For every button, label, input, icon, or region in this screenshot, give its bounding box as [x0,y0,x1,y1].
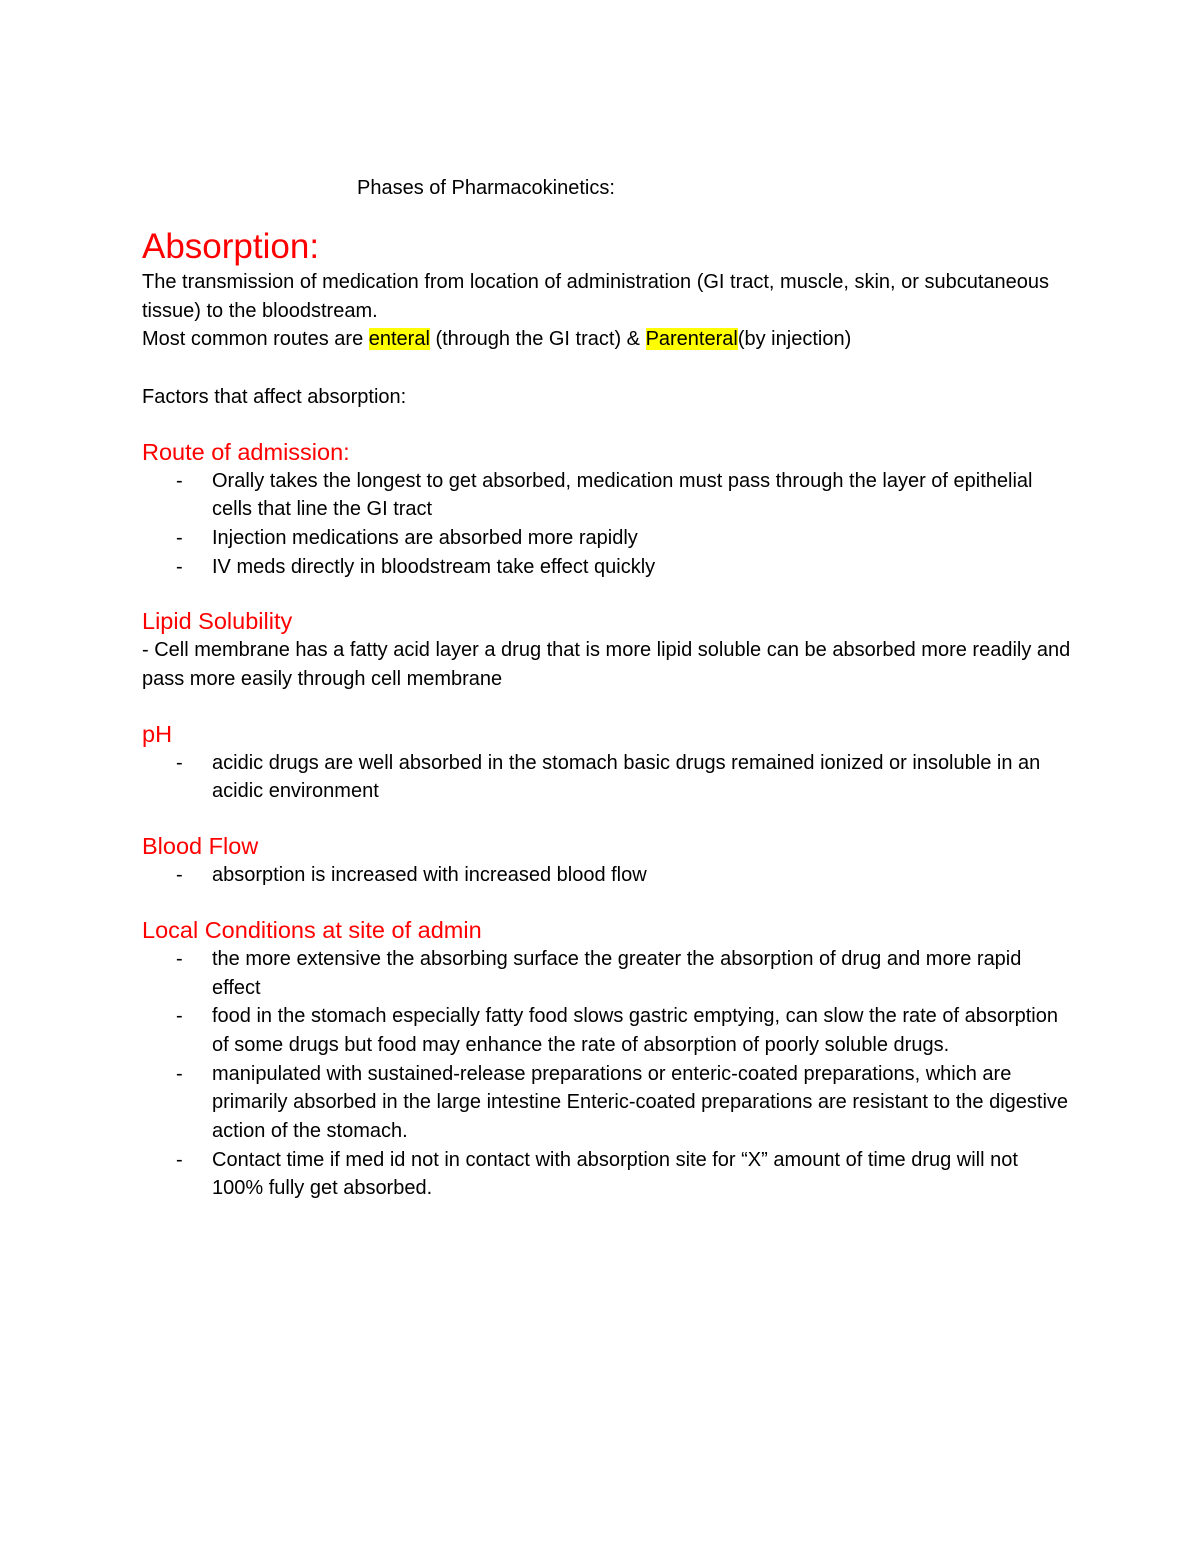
routes-prefix: Most common routes are [142,328,369,351]
blank-line [142,806,1072,831]
routes-paragraph [142,325,1072,354]
routes-middle: (through the GI tract) & [429,328,646,351]
local-conditions-heading: Local Conditions at site of admin [142,916,482,943]
list-item: - manipulated with sustained-release preparations or enteric-coated preparations, which are primarily absorbed in the large intestine Enteric-coated preparations are resistant to the digestive action of the stomach. [142,1060,1072,1146]
ph-list [142,749,1072,806]
list-item: - food in the stomach especially fatty food slows gastric emptying, can slow the rate of absorption of some drugs but food may enhance the rate of absorption of poorly soluble drugs. [142,1002,1072,1059]
blank-line [142,581,1072,606]
ph-heading: pH [142,720,173,747]
list-item: - the more extensive the absorbing surface the greater the absorption of drug and more rapid effect [142,945,1072,1002]
route-list [142,467,1072,582]
list-item: - absorption is increased with increased blood flow [142,861,1072,890]
absorption-heading: Absorption: [142,227,320,266]
route-heading: Route of admission: [142,438,350,465]
enteral-highlight: enteral [368,328,430,351]
blank-line [142,412,1072,437]
factors-intro: Factors that affect absorption: [142,385,407,408]
list-item: - Orally takes the longest to get absorbed, medication must pass through the layer of epithelial cells that line the GI tract [142,467,1072,524]
blank-line [142,890,1072,915]
routes-suffix: (by injection) [737,328,852,351]
lipid-heading: Lipid Solubility [142,608,293,635]
local-conditions-list [142,945,1072,1203]
document-body [142,224,1072,1203]
blank-line [142,354,1072,383]
blood-flow-heading: Blood Flow [142,833,259,860]
parenteral-highlight: Parenteral [645,328,738,351]
list-item: - acidic drugs are well absorbed in the stomach basic drugs remained ionized or insoluble in an acidic environment [142,749,1072,806]
list-item: - Injection medications are absorbed more rapidly [142,524,1072,553]
blank-line [142,694,1072,719]
intro-paragraph: The transmission of medication from location of administration (GI tract, muscle, skin, or subcutaneous tissue) to the bloodstream. [142,271,1050,322]
list-item: - Contact time if med id not in contact with absorption site for “X” amount of time drug will not 100% fully get absorbed. [142,1146,1072,1203]
blood-flow-list [142,861,1072,890]
list-item: - IV meds directly in bloodstream take effect quickly [142,553,1072,582]
lipid-paragraph: - Cell membrane has a fatty acid layer a drug that is more lipid soluble can be absorbed more readily and pass more easily through cell membrane [142,639,1071,691]
document-title: Phases of Pharmacokinetics: [357,177,615,199]
